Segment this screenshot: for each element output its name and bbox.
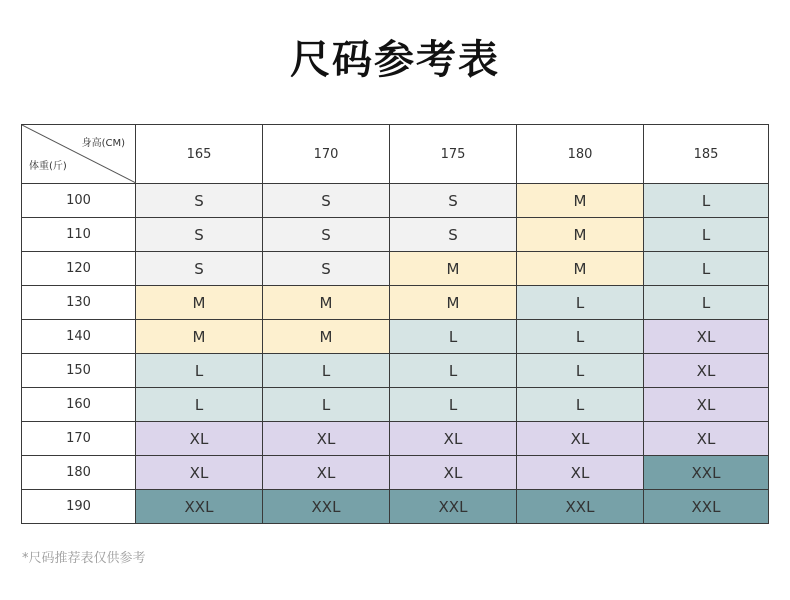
size-cell: S [263,252,390,286]
height-header-cell: 175 [390,125,517,184]
size-cell: XL [644,422,769,456]
size-cell: XL [517,422,644,456]
size-cell: XXL [644,456,769,490]
weight-cell: 170 [22,422,136,456]
size-cell: S [263,184,390,218]
height-header-cell: 165 [136,125,263,184]
size-cell: S [390,184,517,218]
table-row [22,422,769,456]
size-cell: L [390,354,517,388]
size-cell: L [390,320,517,354]
size-cell: M [517,252,644,286]
size-cell: M [136,320,263,354]
size-cell: L [644,184,769,218]
size-cell: L [644,286,769,320]
size-cell: S [136,218,263,252]
page-title: 尺码参考表 [290,37,500,83]
table-row [22,354,769,388]
table-row [22,252,769,286]
size-cell: L [644,218,769,252]
height-header-cell: 185 [644,125,769,184]
height-axis-label: 身高(CM) [81,138,125,149]
size-cell: L [263,354,390,388]
weight-cell: 100 [22,184,136,218]
weight-cell: 140 [22,320,136,354]
size-cell: L [136,388,263,422]
height-header-cell: 170 [263,125,390,184]
size-cell: XXL [644,490,769,524]
size-cell: XXL [517,490,644,524]
weight-cell: 130 [22,286,136,320]
size-cell: L [263,388,390,422]
size-cell: M [390,252,517,286]
size-cell: XXL [263,490,390,524]
table-row [22,218,769,252]
size-cell: XXL [390,490,517,524]
size-cell: XL [263,456,390,490]
header-row [22,125,769,184]
size-chart-table [21,124,769,524]
size-cell: L [517,320,644,354]
size-cell: S [136,252,263,286]
size-cell: M [517,218,644,252]
footnote: *尺码推荐表仅供参考 [22,551,146,566]
size-cell: XL [136,456,263,490]
corner-header-cell [22,125,136,184]
height-header-cell: 180 [517,125,644,184]
weight-cell: 160 [22,388,136,422]
weight-cell: 110 [22,218,136,252]
size-cell: XXL [136,490,263,524]
size-cell: L [517,286,644,320]
size-cell: XL [644,320,769,354]
weight-cell: 120 [22,252,136,286]
table-row [22,456,769,490]
size-cell: M [263,286,390,320]
table-row [22,320,769,354]
table-row [22,388,769,422]
size-cell: L [517,354,644,388]
size-cell: S [390,218,517,252]
table-row [22,490,769,524]
table-row [22,184,769,218]
size-cell: S [263,218,390,252]
size-cell: L [644,252,769,286]
size-cell: L [136,354,263,388]
size-cell: XL [517,456,644,490]
size-cell: M [390,286,517,320]
size-cell: XL [644,388,769,422]
size-cell: XL [136,422,263,456]
size-cell: XL [644,354,769,388]
size-cell: L [517,388,644,422]
size-cell: M [517,184,644,218]
weight-cell: 190 [22,490,136,524]
size-cell: M [263,320,390,354]
size-cell: M [136,286,263,320]
size-cell: S [136,184,263,218]
table-row [22,286,769,320]
weight-axis-label: 体重(斤) [29,161,67,172]
size-cell: XL [390,456,517,490]
size-cell: XL [390,422,517,456]
weight-cell: 150 [22,354,136,388]
size-cell: XL [263,422,390,456]
weight-cell: 180 [22,456,136,490]
size-cell: L [390,388,517,422]
